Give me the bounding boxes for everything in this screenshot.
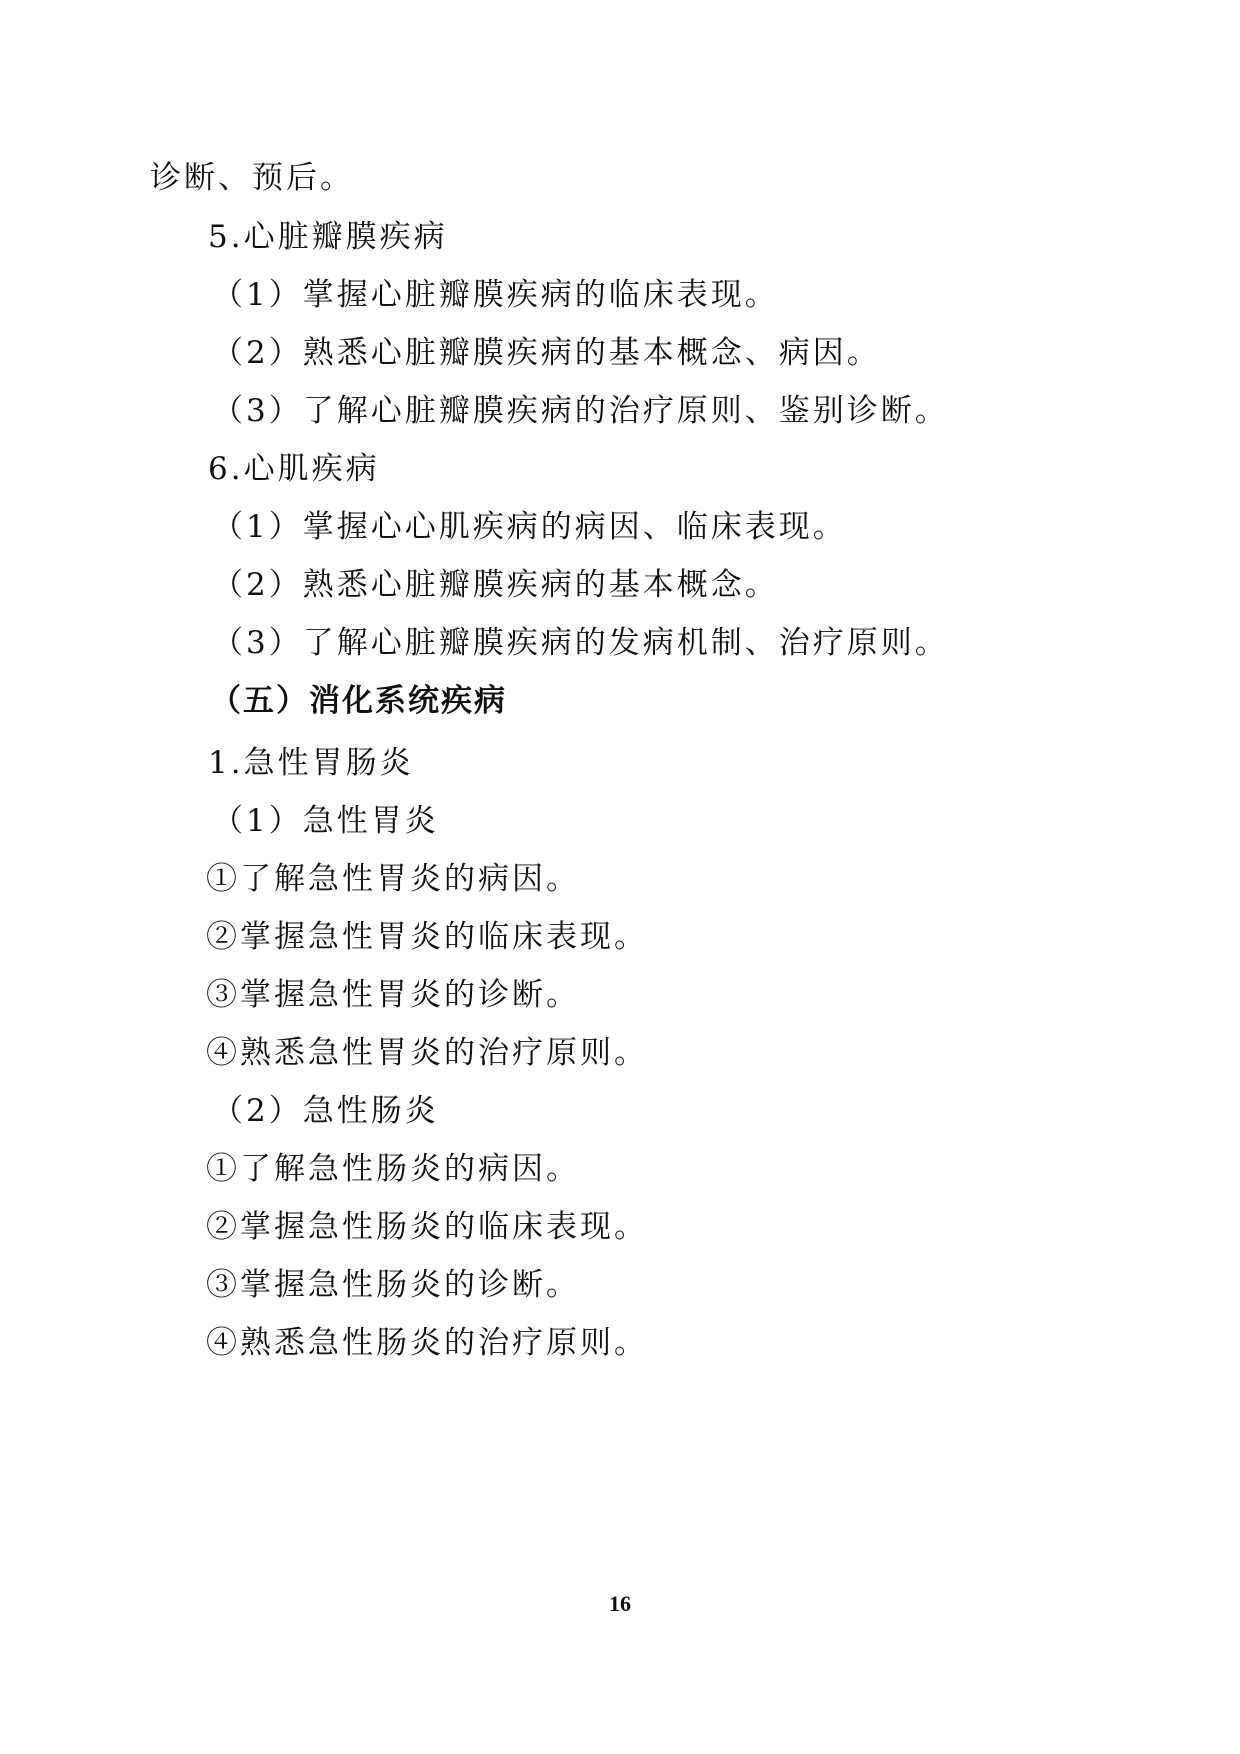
text-line-continuation: 诊断、预后。 <box>150 160 354 196</box>
list-item-cardiomyopathy-2: （2）熟悉心脏瓣膜疾病的基本概念。 <box>212 567 779 603</box>
list-item-cardiomyopathy-1: （1）掌握心心肌疾病的病因、临床表现。 <box>212 509 847 545</box>
list-item-gastritis-4: ④熟悉急性胃炎的治疗原则。 <box>206 1035 648 1071</box>
page-number: 16 <box>609 1591 631 1616</box>
list-item-gastritis-3: ③掌握急性胃炎的诊断。 <box>206 977 580 1013</box>
list-item-valvular-2: （2）熟悉心脏瓣膜疾病的基本概念、病因。 <box>212 335 881 371</box>
heading-cardiomyopathy: 6.心肌疾病 <box>208 451 380 487</box>
list-item-valvular-3: （3）了解心脏瓣膜疾病的治疗原则、鉴别诊断。 <box>212 393 949 429</box>
heading-acute-gastroenteritis: 1.急性胃肠炎 <box>208 745 414 781</box>
list-item-enteritis-1: ①了解急性肠炎的病因。 <box>206 1151 580 1187</box>
subheading-acute-gastritis: （1）急性胃炎 <box>212 803 439 839</box>
list-item-valvular-1: （1）掌握心脏瓣膜疾病的临床表现。 <box>212 277 779 313</box>
list-item-gastritis-1: ①了解急性胃炎的病因。 <box>206 861 580 897</box>
list-item-enteritis-3: ③掌握急性肠炎的诊断。 <box>206 1267 580 1303</box>
section-heading-digestive: （五）消化系统疾病 <box>210 683 507 719</box>
heading-valvular-disease: 5.心脏瓣膜疾病 <box>208 219 448 255</box>
list-item-gastritis-2: ②掌握急性胃炎的临床表现。 <box>206 919 648 955</box>
list-item-enteritis-2: ②掌握急性肠炎的临床表现。 <box>206 1209 648 1245</box>
subheading-acute-enteritis: （2）急性肠炎 <box>212 1093 439 1129</box>
list-item-cardiomyopathy-3: （3）了解心脏瓣膜疾病的发病机制、治疗原则。 <box>212 625 949 661</box>
list-item-enteritis-4: ④熟悉急性肠炎的治疗原则。 <box>206 1325 648 1361</box>
